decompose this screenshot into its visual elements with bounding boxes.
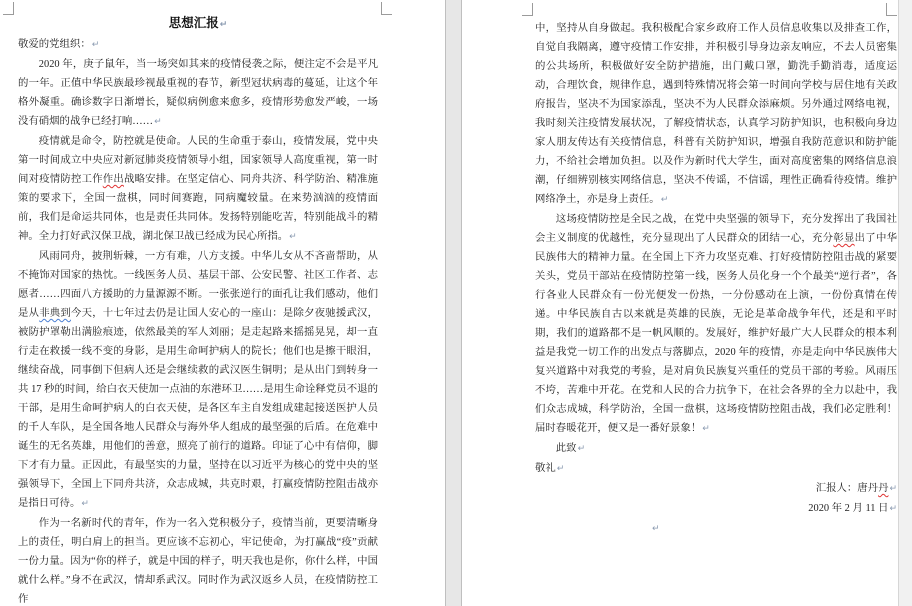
paragraph-mark-icon: ↵ [577,444,586,454]
signature-text: 汇报人：唐丹 [815,483,879,494]
paragraph-mark-icon: ↵ [889,504,897,514]
title-text: 思想汇报 [168,16,219,30]
signature-line[interactable] [535,479,897,499]
paragraph-text: 中，坚持从自身做起。我积极配合家乡政府工作人员信息收集以及排查工作，自觉自我隔离，遵守疫情工作安排，并积极引导身边亲友响应，不去人员密集的公共场所，积极做好安全防护措施，出门戴口罩，勤洗手勤消毒，适度运动，合理饮食，规律作息，遇到特殊情况将会第一时间向学校与居住地有关政府报告，坚决不为国家添乱，坚决不为人民群众添麻烦。另外通过网络电视，我时刻关注疫情发展状况，了解疫情状态，认真学习防护知识，也积极向身边家人朋友传达有关疫情信息，科普有关防护知识，增强自我防范意识和防护能力，不给社会增加负担。以及作为新时代大学生，面对高度密集的网络信息浪潮，仔细辨别核实网络信息，坚决不传谣，不信谣，理性正确看待疫情。维护网络净土，亦是身上责任。 [535,23,897,205]
spellcheck-flagged-text: 作出 [102,174,124,185]
paragraph-text: 今天，十七年过去仍是让国人安心的一座山：是除夕夜驰援武汉，被防护罩勒出满脸痕迹，依然最美的军人刘丽；是走起路来摇摇晃晃，却一直行走在救援一线不变的身影，是用生命呵护病人的院长；他们也是擦干眼泪，继续奋战，同事倒下但病人还是会继续救的武汉医生铜明；是从出门到转身一共 17 秒的时间，给白衣天使加一点油的东港环卫……是用生命诠释党员不退的干部，是用生命呵护病人的白衣天使，是各区车主自发组成建起接送医护人员的千人车队，是全国各地人民群众与海外华人组成的最坚强的后盾。在危难中诞生的无名英雄，用他们的善意，照亮了前行的道路。印证了心中有信仰，脚下才有力量。正因此，有最坚实的力量，坚持在以习近平为核心的党中央的坚强领导下，全国上下同舟共济，众志成城，共克时艰，打赢疫情防控阻击战亦是指日可待。 [18,308,379,509]
paragraph-command[interactable] [18,132,378,247]
closing-jingli[interactable] [535,459,897,479]
paragraph-mark-icon: ↵ [702,424,710,434]
paragraph-mark-icon: ↵ [289,232,297,242]
paragraph-mark-icon: ↵ [91,40,100,50]
margin-mark-icon [3,2,14,15]
paragraph-text: 2020 年，庚子鼠年，当一场突如其来的疫情侵袭之际，便注定不会是平凡的一年。正值中华民族最珍视最重视的春节，新型冠状病毒的蔓延，让这个年格外凝重。确诊数字日渐增长，疑似病例愈来愈多，疫情形势愈发严峻，一场没有硝烟的战争已经打响…… [18,59,378,127]
page1-content [18,14,378,606]
paragraph-intro[interactable] [18,55,378,132]
paragraph-text: 作为一名新时代的青年，作为一名入党积极分子，疫情当前，更要清晰身上的责任，明白肩上的担当。更应该不忘初心，牢记使命，为打赢战“疫”贡献一份力量。因为“你的样子，就是中国的样子，明天我也是你，你什么样，中国就什么样。”身不在武汉，情却系武汉。同时作为武汉返乡人员，在疫情防控工作 [18,518,378,605]
paragraph-text: 疫情就是命令，防控就是使命。人民的生命重于泰山，疫情发展，党中央第一时间成立中央应对新冠肺炎疫情领导小组，国家领导人高度重视，第一时间对疫情防控工作 [18,136,378,185]
paragraph-text: 战略安排。在坚定信心、同舟共济、科学防治、精准施策的要求下，全国一盘棋，同时间赛跑，同病魔较量。在来势汹汹的疫情面前，我们是命运共同体，也是责任共同体。发扬特别能吃苦，特别能战斗的精神。全力打好武汉保卫战，湖北保卫战已经成为民心所指。 [18,174,379,242]
paragraph-continuation[interactable] [535,19,897,210]
paragraph-text: 这场疫情防控是全民之战，在党中央坚强的领导下，充分发挥出了我国社会主义制度的优越性，充分显现出了人民群众的团结一心，充分 [535,214,897,244]
page2-content [535,19,897,539]
spellcheck-flagged-text: 彰显 [833,233,855,244]
date-text: 2020 年 2 月 11 日 [808,503,889,514]
margin-mark-icon [886,3,897,16]
salutation-text: 敬爱的党组织： [18,39,91,50]
paragraph-text: 出了中华民族伟大的精神力量。在全国上下齐力攻坚克难、打好疫情防控阻击战的紧要关头，党员干部站在疫情防控第一线，医务人员化身一个个最美“逆行者”，各行各业人民群众有一份光便发一份热，一分份感动在上演，一份份真情在传递。中华民族自古以来就是英雄的民族，无论是革命战争年代，还是和平时期，我们的道路都不是一帆风顺的。发展好，维护好最广大人民群众的根本利益是我党一切工作的出发点与落脚点，2020 年的疫情，亦是走向中华民族伟大复兴道路中对我党的考验，是对肩负民族复兴重任的党员干部的考验。风雨压不垮，苦难中开花。在党和人民的合力抗争下，在社会各界的全力以赴中，我们众志成城，科学防治，全国一盘棋，这场疫情防控阻击战，我们必定胜利！届时春暖花开，便又是一番好景象！ [535,233,898,434]
spellcheck-flagged-text: 丹 [878,483,889,494]
paragraph-battle[interactable] [535,210,897,439]
vertical-scrollbar[interactable] [898,0,912,606]
paragraph-mark-icon: ↵ [154,117,162,127]
paragraph-text: 风雨同舟，披荆斩棘，一方有难，八方支援。中华儿女从不吝啬帮助，从不掩饰对国家的热忱。一线医务人员、基层干部、公安民警、社区工作者、志愿者……四面八方援助的力量源源不断。一张张逆行的面孔让我们感动，他们是从 [18,251,378,319]
margin-mark-icon [522,3,533,16]
paragraph-mark-icon: ↵ [81,499,89,509]
paragraph-mark-icon: ↵ [889,484,897,494]
empty-paragraph[interactable] [535,519,897,539]
paragraph-mark-icon: ↵ [652,524,660,534]
closing-cizhi[interactable] [535,439,897,459]
paragraph-youth[interactable] [18,514,378,606]
paragraph-mark-icon: ↵ [556,464,565,474]
grammar-flagged-text: 非典到 [39,308,71,319]
paragraph-heroes[interactable] [18,247,378,514]
salutation[interactable] [18,35,378,55]
closing-text: 此致 [555,443,577,454]
paragraph-mark-icon: ↵ [660,195,669,205]
margin-mark-icon [381,2,392,15]
page-gap [445,0,462,606]
paragraph-mark-icon: ↵ [219,20,228,30]
date-line[interactable] [535,499,897,519]
document-title[interactable] [18,14,378,35]
closing-text: 敬礼 [535,463,556,474]
